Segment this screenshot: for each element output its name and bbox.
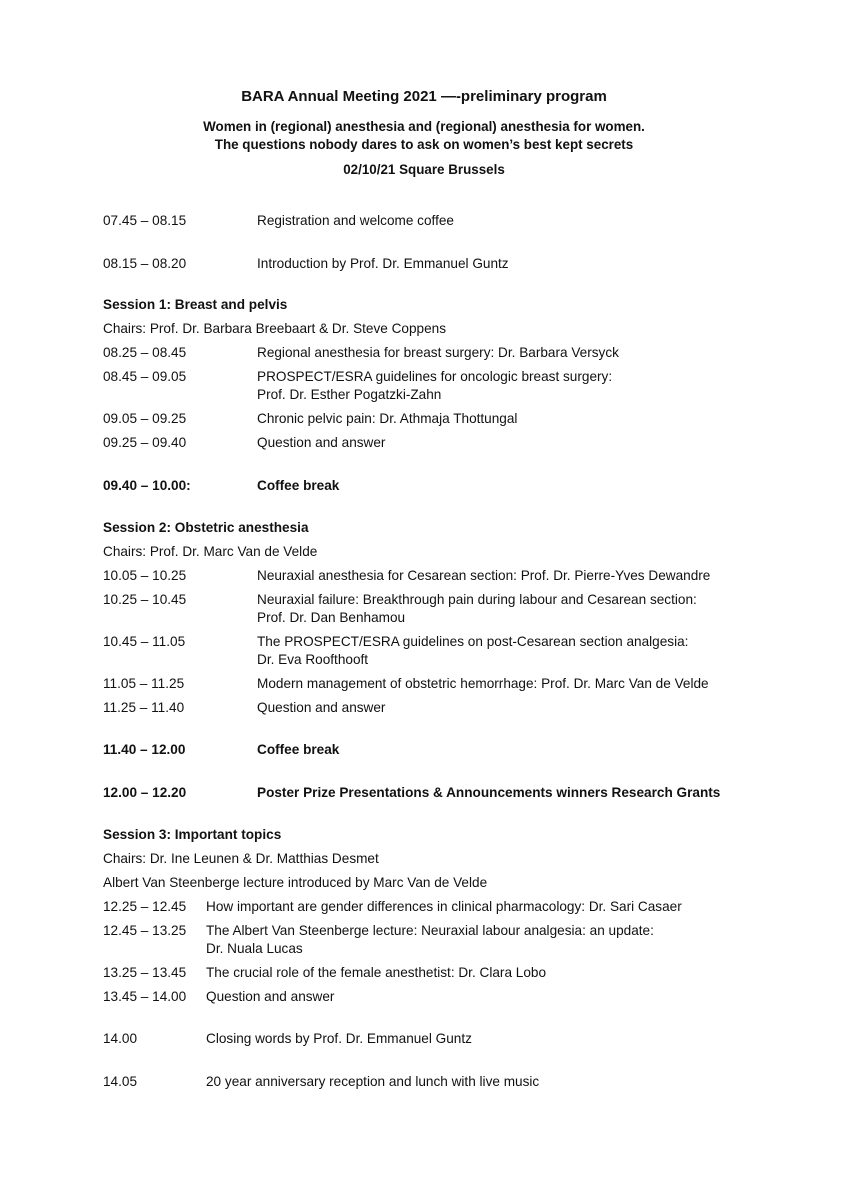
schedule-time: 11.40 – 12.00 xyxy=(103,742,186,757)
schedule-time: 11.05 – 11.25 xyxy=(103,676,185,691)
schedule-desc: 20 year anniversary reception and lunch with live music xyxy=(206,1074,540,1089)
schedule-time: 13.45 – 14.00 xyxy=(103,989,187,1004)
subtitle-line-1: Women in (regional) anesthesia and (regional) anesthesia for women. xyxy=(203,119,645,134)
schedule-time: 12.00 – 12.20 xyxy=(103,785,187,800)
session-1-chairs: Chairs: Prof. Dr. Barbara Breebaart & Dr. Steve Coppens xyxy=(103,321,447,336)
session-1-title: Session 1: Breast and pelvis xyxy=(103,297,288,312)
schedule-desc-line-2: Prof. Dr. Dan Benhamou xyxy=(257,610,406,625)
schedule-time: 13.25 – 13.45 xyxy=(103,965,187,980)
schedule-desc: Closing words by Prof. Dr. Emmanuel Guntz xyxy=(206,1031,472,1046)
session-2-title: Session 2: Obstetric anesthesia xyxy=(103,520,309,535)
schedule-desc xyxy=(206,922,654,958)
schedule-desc-line-2: Dr. Nuala Lucas xyxy=(206,941,303,956)
schedule-desc-line-2: Prof. Dr. Esther Pogatzki-Zahn xyxy=(257,387,442,402)
schedule-desc: Question and answer xyxy=(257,700,386,715)
schedule-time: 14.05 xyxy=(103,1074,138,1089)
schedule-desc-line-1: PROSPECT/ESRA guidelines for oncologic breast surgery: xyxy=(257,369,613,384)
schedule-time: 12.45 – 13.25 xyxy=(103,923,187,938)
schedule-time: 09.05 – 09.25 xyxy=(103,411,187,426)
session-2-chairs: Chairs: Prof. Dr. Marc Van de Velde xyxy=(103,544,318,559)
schedule-desc-line-2: Dr. Eva Roofthooft xyxy=(257,652,369,667)
schedule-time: 08.45 – 09.05 xyxy=(103,369,187,384)
schedule-desc: The crucial role of the female anesthetist: Dr. Clara Lobo xyxy=(206,965,547,980)
schedule-desc: Poster Prize Presentations & Announcements winners Research Grants xyxy=(257,785,721,800)
schedule-desc: Chronic pelvic pain: Dr. Athmaja Thottungal xyxy=(257,411,518,426)
program-title: BARA Annual Meeting 2021 —-preliminary program xyxy=(241,88,607,105)
session-3-title: Session 3: Important topics xyxy=(103,827,282,842)
schedule-desc-line-1: The PROSPECT/ESRA guidelines on post-Cesarean section analgesia: xyxy=(257,634,689,649)
schedule-desc: Neuraxial anesthesia for Cesarean section: Prof. Dr. Pierre-Yves Dewandre xyxy=(257,568,711,583)
schedule-time: 08.25 – 08.45 xyxy=(103,345,187,360)
schedule-desc: Coffee break xyxy=(257,742,340,757)
schedule-time: 09.25 – 09.40 xyxy=(103,435,187,450)
schedule-time: 14.00 xyxy=(103,1031,138,1046)
schedule-desc xyxy=(257,633,688,669)
session-3-lecture-note: Albert Van Steenberge lecture introduced by Marc Van de Velde xyxy=(103,875,488,890)
schedule-desc: Registration and welcome coffee xyxy=(257,213,454,228)
schedule-time: 08.15 – 08.20 xyxy=(103,256,187,271)
schedule-time: 10.25 – 10.45 xyxy=(103,592,187,607)
schedule-time: 09.40 – 10.00: xyxy=(103,478,191,493)
schedule-time: 10.05 – 10.25 xyxy=(103,568,187,583)
schedule-desc xyxy=(257,368,612,404)
schedule-time: 07.45 – 08.15 xyxy=(103,213,187,228)
schedule-time: 11.25 – 11.40 xyxy=(103,700,185,715)
schedule-desc: Introduction by Prof. Dr. Emmanuel Guntz xyxy=(257,256,509,271)
schedule-desc: Question and answer xyxy=(206,989,335,1004)
subtitle-line-2: The questions nobody dares to ask on women’s best kept secrets xyxy=(214,137,634,152)
schedule-desc: How important are gender differences in clinical pharmacology: Dr. Sari Casaer xyxy=(206,899,682,914)
schedule-time: 12.25 – 12.45 xyxy=(103,899,187,914)
session-3-chairs: Chairs: Dr. Ine Leunen & Dr. Matthias Desmet xyxy=(103,851,379,866)
program-subtitle xyxy=(0,118,848,154)
schedule-desc xyxy=(257,591,697,627)
schedule-desc: Question and answer xyxy=(257,435,386,450)
schedule-desc: Coffee break xyxy=(257,478,340,493)
date-location: 02/10/21 Square Brussels xyxy=(343,162,505,177)
schedule-desc: Modern management of obstetric hemorrhage: Prof. Dr. Marc Van de Velde xyxy=(257,676,709,691)
schedule-desc: Regional anesthesia for breast surgery: Dr. Barbara Versyck xyxy=(257,345,619,360)
schedule-time: 10.45 – 11.05 xyxy=(103,634,186,649)
schedule-desc-line-1: The Albert Van Steenberge lecture: Neuraxial labour analgesia: an update: xyxy=(206,923,654,938)
schedule-desc-line-1: Neuraxial failure: Breakthrough pain during labour and Cesarean section: xyxy=(257,592,697,607)
